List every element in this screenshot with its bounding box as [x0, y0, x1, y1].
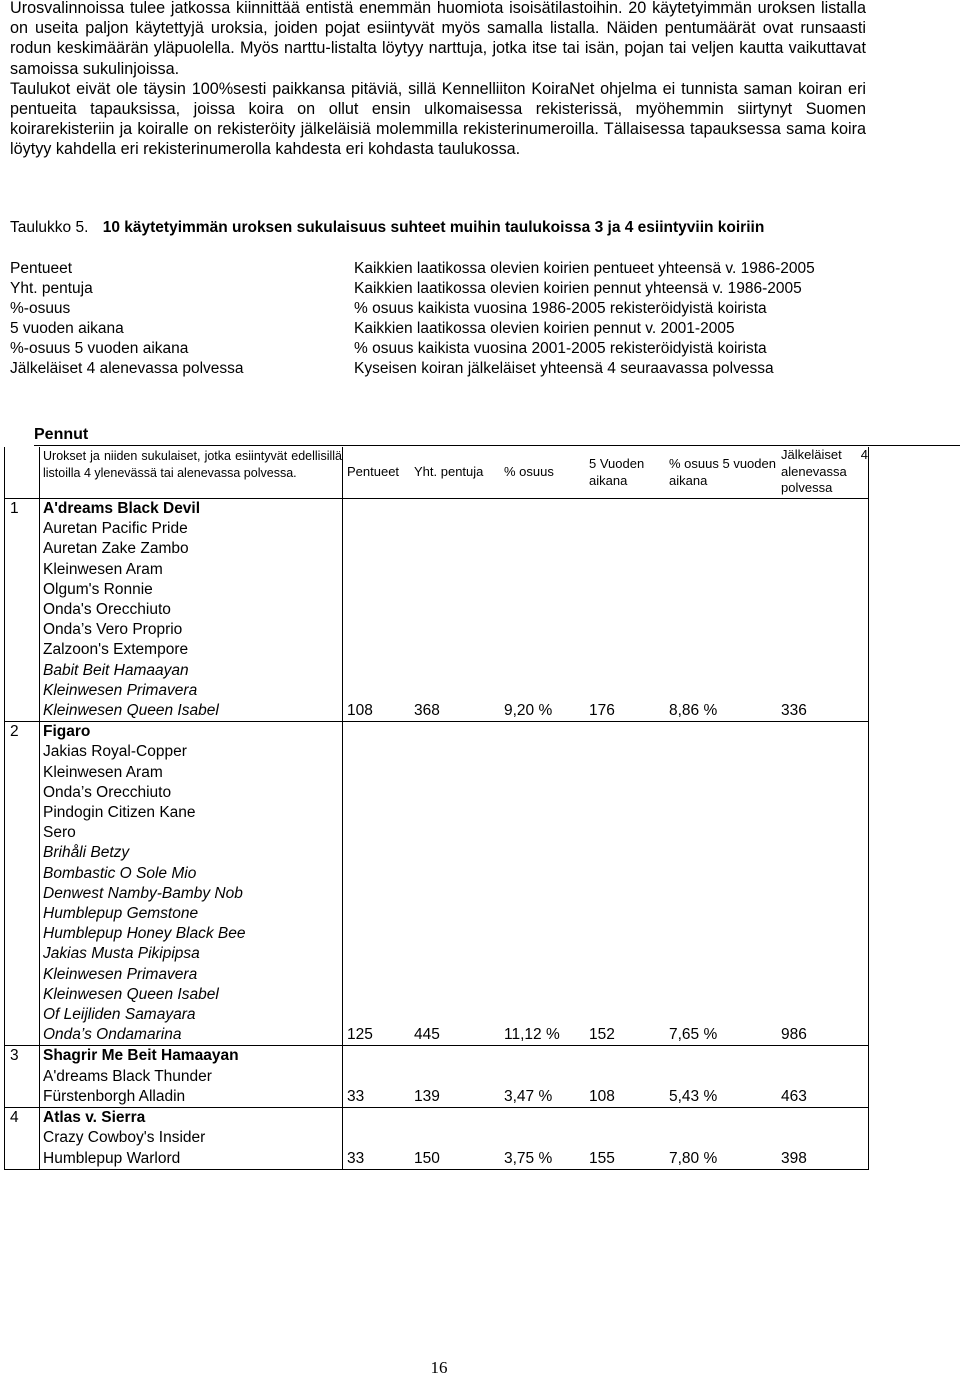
dog-name-main: Atlas v. Sierra	[43, 1109, 146, 1127]
header-osuus: % osuus	[500, 447, 585, 499]
dog-name: Jakias Royal-Copper	[43, 743, 187, 761]
dog-name: Kleinwesen Aram	[43, 763, 163, 781]
row-number: 3	[5, 1046, 40, 1108]
header-jalkelaiset: Jälkeläiset 4 alenevassa polvessa	[777, 447, 869, 499]
dog-list	[40, 722, 343, 1046]
dog-name: Crazy Cowboy's Insider	[43, 1129, 206, 1147]
header-pentueet: Pentueet	[343, 447, 411, 499]
cell-osuus-5: 7,65 %	[665, 722, 777, 1046]
dog-name: Brihåli Betzy	[43, 844, 130, 862]
cell-jalkelaiset: 336	[777, 499, 869, 722]
dog-name: Kleinwesen Primavera	[43, 965, 198, 983]
dog-name: Kleinwesen Queen Isabel	[43, 702, 219, 720]
relatives-table	[4, 447, 869, 1170]
row-number: 4	[5, 1108, 40, 1170]
dog-name: Jakias Musta Pikipipsa	[43, 945, 200, 963]
caption-title: 10 käytetyimmän uroksen sukulaisuus suhteet muihin taulukoissa 3 ja 4 esiintyviin koiriin	[102, 219, 765, 236]
intro-paragraph: Taulukot eivät ole täysin 100%sesti paikkansa pitäviä, sillä Kennelliiton KoiraNet ohjelma ei tunnista saman koiran eri pentueita tapauksissa, joissa koira on ollut ensin ulkomaisessa rekisterissä, myöhemmin siirtynyt Suomen koirarekisteriin ja koiralle on rekisteröity jälkeläisiä molemmilla rekisterinumeroilla. Tällaisessa tapauksessa sama koira löytyy kahdella eri rekisterinumerolla kahdesta eri kohdasta taulukossa.	[10, 79, 866, 159]
dog-name: Auretan Pacific Pride	[43, 520, 188, 538]
cell-5-vuoden: 108	[585, 1046, 665, 1108]
definition-desc: Kaikkien laatikossa olevien koirien pentueet yhteensä v. 1986-2005	[354, 260, 815, 277]
cell-pentueet: 33	[343, 1108, 411, 1170]
caption-label: Taulukko 5.	[10, 219, 89, 236]
definition-row	[10, 359, 870, 379]
dog-name: Onda’s Orecchiuto	[43, 783, 172, 801]
cell-pentueet: 33	[343, 1046, 411, 1108]
dog-list	[40, 1046, 343, 1108]
cell-jalkelaiset: 398	[777, 1108, 869, 1170]
dog-name-main: A'dreams Black Devil	[43, 500, 201, 517]
definition-desc: Kaikkien laatikossa olevien koirien pennut yhteensä v. 1986-2005	[354, 280, 802, 297]
dog-name: Kleinwesen Queen Isabel	[43, 985, 219, 1003]
definition-term: Yht. pentuja	[10, 280, 93, 297]
cell-jalkelaiset: 463	[777, 1046, 869, 1108]
dog-name: Pindogin Citizen Kane	[43, 804, 196, 822]
dog-name: Humblepup Gemstone	[43, 905, 199, 923]
definition-desc: % osuus kaikista vuosina 1986-2005 rekisteröidyistä koirista	[354, 300, 767, 317]
row-number: 1	[5, 499, 40, 722]
cell-yht-pentuja: 368	[410, 499, 500, 722]
dog-name-main: Shagrir Me Beit Hamaayan	[43, 1047, 239, 1065]
cell-pentueet: 108	[343, 499, 411, 722]
dog-name: Onda’s Vero Proprio	[43, 621, 183, 639]
dog-name: A'dreams Black Thunder	[43, 1067, 212, 1085]
table-row	[5, 722, 869, 1046]
definition-desc: Kyseisen koiran jälkeläiset yhteensä 4 seuraavassa polvessa	[354, 360, 774, 377]
dog-name: Sero	[43, 824, 76, 842]
dog-name: Bombastic O Sole Mio	[43, 864, 197, 882]
cell-yht-pentuja: 139	[410, 1046, 500, 1108]
dog-name: Zalzoon's Extempore	[43, 641, 189, 659]
definition-desc: Kaikkien laatikossa olevien koirien pennut v. 2001-2005	[354, 320, 735, 337]
page-number: 16	[430, 1358, 448, 1377]
definition-term: %-osuus 5 vuoden aikana	[10, 340, 189, 357]
cell-5-vuoden: 155	[585, 1108, 665, 1170]
dog-name: Fürstenborgh Alladin	[43, 1087, 186, 1105]
definition-term: Pentueet	[10, 260, 73, 277]
definition-row	[10, 259, 870, 279]
cell-osuus-5: 5,43 %	[665, 1046, 777, 1108]
definition-row	[10, 299, 870, 319]
cell-osuus: 11,12 %	[500, 722, 585, 1046]
dog-name: Humblepup Honey Black Bee	[43, 925, 246, 943]
table-row	[5, 1046, 869, 1108]
cell-5-vuoden: 176	[585, 499, 665, 722]
definition-row	[10, 319, 870, 339]
header-name-desc: Urokset ja niiden sukulaiset, jotka esiintyvät edellisillä listoilla 4 ylenevässä tai alenevassa polvessa.	[40, 447, 343, 499]
definition-term: 5 vuoden aikana	[10, 320, 124, 337]
header-yht-pentuja: Yht. pentuja	[410, 447, 500, 499]
table-header-row	[5, 447, 869, 499]
intro-paragraph: Urosvalinnoissa tulee jatkossa kiinnittää entistä enemmän huomiota isoisätilastoihin. 20 käytetyimmän uroksen listalla on useita paljon käytettyjä uroksia, joiden pojat esiintyvät myös samalla listalla. Näiden pentumäärät ovat runsaasti rodun keskimäärän yläpuolella. Myös narttu-listalta löytyy narttuja, jotka itse tai isän, pojan tai veljen kautta vaikuttavat samoissa sukulinjoissa.	[10, 0, 866, 78]
dog-name: Kleinwesen Primavera	[43, 681, 198, 699]
row-number: 2	[5, 722, 40, 1046]
definition-desc: % osuus kaikista vuosina 2001-2005 rekisteröidyistä koirista	[354, 340, 767, 357]
dog-name: Onda’s Ondamarina	[43, 1026, 182, 1044]
cell-osuus: 3,75 %	[500, 1108, 585, 1170]
cell-5-vuoden: 152	[585, 722, 665, 1046]
definitions-list	[10, 259, 870, 379]
header-osuus-5: % osuus 5 vuoden aikana	[665, 447, 777, 499]
definition-row	[10, 279, 870, 299]
cell-yht-pentuja: 445	[410, 722, 500, 1046]
definition-row	[10, 339, 870, 359]
dog-list	[40, 1108, 343, 1170]
table-caption	[10, 219, 764, 237]
dog-name: Onda's Orecchiuto	[43, 601, 171, 619]
cell-osuus: 9,20 %	[500, 499, 585, 722]
cell-osuus: 3,47 %	[500, 1046, 585, 1108]
cell-osuus-5: 8,86 %	[665, 499, 777, 722]
cell-yht-pentuja: 150	[410, 1108, 500, 1170]
dog-name: Humblepup Warlord	[43, 1149, 181, 1167]
table-row	[5, 499, 869, 722]
cell-pentueet: 125	[343, 722, 411, 1046]
header-5-vuoden: 5 Vuoden aikana	[585, 447, 665, 499]
table-row	[5, 1108, 869, 1170]
dog-list	[40, 499, 343, 722]
intro-text	[10, 0, 866, 160]
dog-name: Of Leijliden Samayara	[43, 1006, 196, 1024]
dog-name: Kleinwesen Aram	[43, 560, 163, 578]
table-top-rule	[34, 445, 960, 446]
dog-name-main: Figaro	[43, 723, 91, 741]
dog-name: Auretan Zake Zambo	[43, 540, 189, 558]
dog-name: Denwest Namby-Bamby Nob	[43, 884, 243, 902]
definition-term: Jälkeläiset 4 alenevassa polvessa	[10, 360, 244, 377]
dog-name: Olgum's Ronnie	[43, 580, 153, 598]
cell-osuus-5: 7,80 %	[665, 1108, 777, 1170]
cell-jalkelaiset: 986	[777, 722, 869, 1046]
header-num	[5, 447, 40, 499]
definition-term: %-osuus	[10, 300, 71, 317]
dog-name: Babit Beit Hamaayan	[43, 661, 189, 679]
table-title: Pennut	[34, 426, 89, 443]
